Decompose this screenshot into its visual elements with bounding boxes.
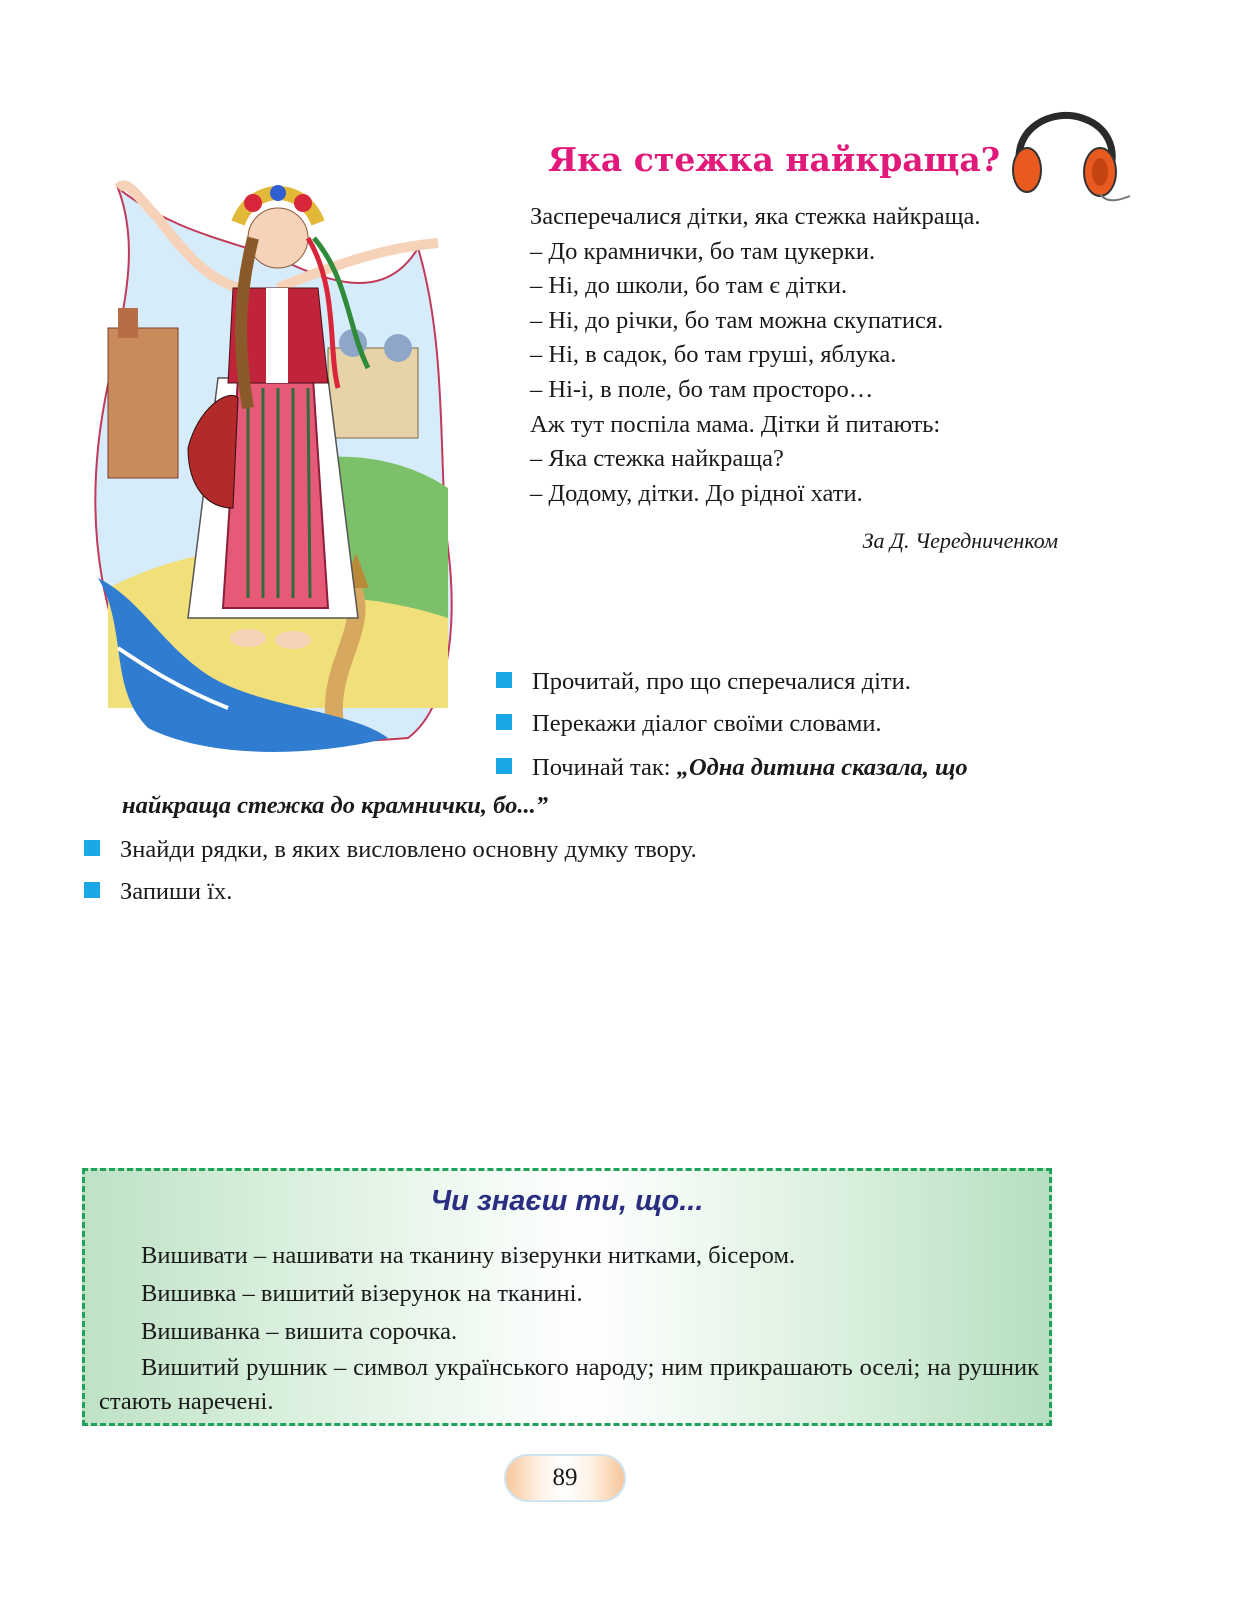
task-text: Знайди рядки, в яких висловлено основну думку твору. <box>120 836 697 863</box>
task-text: Починай так: <box>532 754 677 781</box>
definition-paragraph: Вишивка – вишитий візерунок на тканині. <box>141 1280 583 1307</box>
poem-line: – Яка стежка найкраща? <box>530 445 784 473</box>
task-item <box>496 666 911 698</box>
task-text: Перекажи діалог своїми словами. <box>532 710 882 737</box>
poem-line: – Ні-і, в поле, бо там просторо… <box>530 375 874 403</box>
task-quote: найкраща стежка до крамнички, бо...” <box>122 792 548 819</box>
definition-paragraph: Вишитий рушник – символ українського народу; ним прикрашають оселі; на рушник стають наречені. <box>99 1354 1039 1415</box>
poem-line: Аж тут поспіла мама. Дітки й питають: <box>530 410 941 438</box>
poem-line: Засперечалися дітки, яка стежка найкраща. <box>530 203 981 230</box>
task-item <box>496 752 968 784</box>
definition-paragraph: Вишивати – нашивати на тканину візерунки нитками, бісером. <box>141 1242 796 1269</box>
did-you-know-title: Чи знаєш ти, що... <box>430 1185 704 1217</box>
page-number: 89 <box>504 1454 626 1502</box>
poem-line: – Додому, дітки. До рідної хати. <box>530 479 863 507</box>
task-text: Прочитай, про що сперечалися діти. <box>532 668 911 695</box>
poem-text <box>530 200 1070 511</box>
task-item <box>496 708 882 740</box>
square-bullet-icon <box>496 758 512 774</box>
square-bullet-icon <box>496 672 512 688</box>
poem-line: – Ні, до річки, бо там можна скупатися. <box>530 306 944 334</box>
poem-line: – Ні, до школи, бо там є дітки. <box>530 272 848 300</box>
task-quote: „Одна дитина сказала, що <box>676 754 968 781</box>
task-item <box>84 834 697 866</box>
task-item <box>84 876 232 908</box>
author-attribution: За Д. Чередниченком <box>862 528 1058 553</box>
square-bullet-icon <box>84 840 100 856</box>
headphones-icon <box>1002 108 1132 208</box>
task-text: Запиши їх. <box>120 878 233 905</box>
did-you-know-body <box>99 1237 1039 1419</box>
page-title: Яка стежка найкраща? <box>548 140 1001 179</box>
poem-line: – Ні, в садок, бо там груші, яблука. <box>530 341 897 369</box>
illustration-ukrainian-girl <box>88 148 468 758</box>
task-item-continuation <box>122 790 548 822</box>
square-bullet-icon <box>496 714 512 730</box>
poem-line: – До крамнички, бо там цукерки. <box>530 237 876 265</box>
square-bullet-icon <box>84 882 100 898</box>
definition-paragraph: Вишиванка – вишита сорочка. <box>141 1318 458 1345</box>
did-you-know-box <box>82 1168 1052 1426</box>
